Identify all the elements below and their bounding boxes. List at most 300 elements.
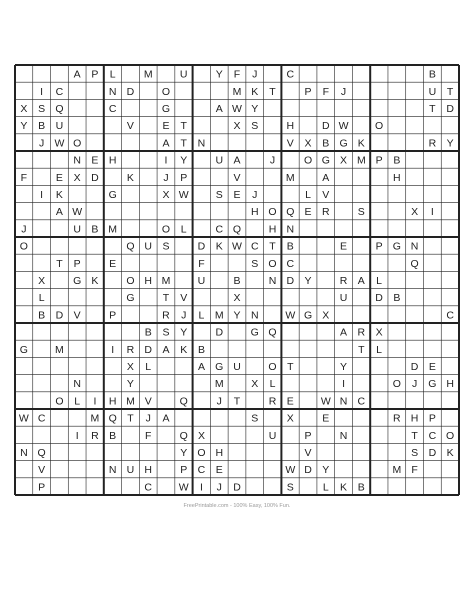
grid-cell[interactable] [217, 395, 222, 407]
grid-cell[interactable] [251, 103, 258, 115]
grid-cell[interactable] [446, 309, 454, 321]
grid-cell[interactable] [305, 206, 312, 218]
grid-cell[interactable] [145, 430, 151, 442]
cell-letter: I [40, 85, 44, 98]
grid-cell[interactable] [251, 206, 259, 218]
grid-cell[interactable] [144, 69, 153, 81]
grid-cell[interactable] [286, 223, 294, 235]
grid-cell[interactable] [198, 430, 205, 442]
grid-cell[interactable] [54, 137, 64, 149]
cell-letter: H [144, 275, 152, 287]
grid-cell[interactable] [40, 189, 43, 201]
grid-cell[interactable] [91, 275, 98, 287]
grid-cell[interactable] [287, 481, 294, 493]
grid-cell[interactable] [179, 189, 189, 201]
grid-cell[interactable] [72, 206, 82, 218]
grid-cell[interactable] [38, 103, 45, 115]
grid-cell[interactable] [20, 447, 28, 459]
grid-cell[interactable] [268, 361, 276, 373]
grid-cell[interactable] [304, 155, 312, 167]
grid-cell[interactable] [304, 464, 312, 476]
grid-cell[interactable] [412, 378, 417, 390]
grid-cell[interactable] [216, 103, 223, 115]
grid-cell[interactable] [56, 258, 63, 270]
grid-cell[interactable] [233, 361, 241, 373]
grid-cell[interactable] [217, 481, 222, 493]
grid-cell[interactable] [429, 413, 436, 425]
grid-cell[interactable] [411, 258, 419, 270]
grid-cell[interactable] [429, 447, 437, 459]
grid-cell[interactable] [127, 361, 134, 373]
grid-cell[interactable] [286, 120, 294, 132]
grid-cell[interactable] [393, 172, 401, 184]
grid-cell[interactable] [127, 172, 134, 184]
cell-letter: A [162, 412, 170, 425]
grid-cell[interactable] [198, 361, 205, 373]
grid-cell[interactable] [180, 464, 187, 476]
grid-cell[interactable] [38, 481, 45, 493]
grid-cell[interactable] [269, 395, 277, 407]
grid-cell[interactable] [269, 275, 277, 287]
grid-cell[interactable] [39, 292, 45, 304]
grid-cell[interactable] [447, 447, 454, 459]
grid-cell[interactable] [127, 120, 134, 132]
grid-cell[interactable] [340, 241, 347, 253]
grid-cell[interactable] [233, 309, 240, 321]
grid-cell[interactable] [91, 413, 100, 425]
cell-letter: P [375, 240, 383, 253]
grid-cell[interactable] [411, 464, 417, 476]
cell-letter: T [127, 412, 134, 425]
grid-cell[interactable] [20, 120, 27, 132]
grid-cell[interactable] [73, 275, 81, 287]
grid-cell[interactable] [446, 378, 454, 390]
grid-cell[interactable] [163, 172, 168, 184]
grid-cell[interactable] [21, 223, 26, 235]
grid-cell[interactable] [144, 344, 152, 356]
grid-cell[interactable] [322, 189, 329, 201]
grid-cell[interactable] [163, 292, 170, 304]
grid-cell[interactable] [74, 309, 81, 321]
grid-cell[interactable] [180, 327, 187, 339]
grid-cell[interactable] [198, 344, 205, 356]
grid-cell[interactable] [411, 361, 419, 373]
grid-cell[interactable] [74, 172, 81, 184]
grid-cell[interactable] [162, 189, 169, 201]
grid-cell[interactable] [446, 430, 454, 442]
cell-letter: K [180, 343, 188, 356]
cell-letter: P [304, 85, 312, 98]
grid-cell[interactable] [393, 155, 400, 167]
grid-cell[interactable] [341, 86, 346, 98]
grid-cell[interactable] [268, 206, 276, 218]
grid-cell[interactable] [74, 395, 80, 407]
grid-cell[interactable] [429, 69, 436, 81]
grid-cell[interactable] [111, 344, 114, 356]
grid-cell[interactable] [91, 69, 98, 81]
grid-cell[interactable] [38, 464, 45, 476]
grid-cell[interactable] [358, 395, 366, 407]
grid-cell[interactable] [340, 430, 348, 442]
grid-cell[interactable] [162, 275, 171, 287]
grid-cell[interactable] [127, 378, 134, 390]
grid-cell[interactable] [305, 275, 312, 287]
grid-cell[interactable] [109, 103, 117, 115]
grid-cell[interactable] [269, 241, 276, 253]
grid-cell[interactable] [339, 137, 347, 149]
grid-cell[interactable] [56, 172, 63, 184]
grid-cell[interactable] [428, 378, 436, 390]
grid-cell[interactable] [431, 206, 434, 218]
grid-cell[interactable] [91, 223, 98, 235]
grid-cell[interactable] [287, 395, 294, 407]
grid-cell[interactable] [233, 292, 240, 304]
grid-cell[interactable] [55, 344, 64, 356]
grid-cell[interactable] [251, 258, 258, 270]
grid-cell[interactable] [429, 361, 436, 373]
grid-cell[interactable] [305, 189, 311, 201]
grid-cell[interactable] [146, 413, 151, 425]
grid-cell[interactable] [126, 395, 135, 407]
grid-cell[interactable] [233, 189, 240, 201]
grid-cell[interactable] [109, 395, 117, 407]
grid-cell[interactable] [162, 86, 170, 98]
grid-cell[interactable] [20, 344, 28, 356]
grid-cell[interactable] [181, 137, 188, 149]
cell-letter: B [197, 343, 205, 356]
grid-cell[interactable] [339, 120, 349, 132]
grid-cell[interactable] [216, 464, 223, 476]
grid-cell[interactable] [358, 481, 365, 493]
grid-cell[interactable] [268, 327, 276, 339]
grid-cell[interactable] [162, 137, 169, 149]
cell-letter: F [233, 68, 241, 81]
grid-cell[interactable] [198, 464, 206, 476]
grid-cell[interactable] [180, 69, 188, 81]
grid-cell[interactable] [286, 275, 294, 287]
grid-cell[interactable] [216, 189, 223, 201]
grid-cell[interactable] [109, 258, 116, 270]
grid-cell[interactable] [411, 241, 419, 253]
grid-cell[interactable] [393, 241, 401, 253]
grid-cell[interactable] [233, 481, 241, 493]
grid-cell[interactable] [56, 206, 63, 218]
grid-cell[interactable] [322, 172, 329, 184]
grid-cell[interactable] [358, 344, 365, 356]
grid-cell[interactable] [287, 413, 294, 425]
grid-cell[interactable] [162, 103, 170, 115]
grid-cell[interactable] [322, 413, 329, 425]
grid-cell[interactable] [215, 155, 223, 167]
cell-letter: G [19, 343, 28, 356]
grid-cell[interactable] [232, 241, 242, 253]
grid-cell[interactable] [38, 309, 45, 321]
grid-cell[interactable] [198, 137, 206, 149]
grid-cell[interactable] [40, 86, 43, 98]
grid-cell[interactable] [305, 137, 312, 149]
grid-cell[interactable] [376, 275, 382, 287]
grid-cell[interactable] [392, 464, 401, 476]
grid-cell[interactable] [429, 137, 437, 149]
grid-cell[interactable] [74, 258, 81, 270]
grid-cell[interactable] [340, 361, 347, 373]
cell-letter: E [109, 257, 117, 270]
grid-cell[interactable] [304, 309, 312, 321]
grid-cell[interactable] [91, 172, 99, 184]
grid-cell[interactable] [162, 327, 169, 339]
grid-cell[interactable] [321, 395, 331, 407]
grid-cell[interactable] [233, 223, 241, 235]
grid-cell[interactable] [109, 86, 117, 98]
grid-cell[interactable] [251, 241, 259, 253]
grid-cell[interactable] [198, 275, 206, 287]
grid-cell[interactable] [215, 309, 224, 321]
grid-cell[interactable] [198, 258, 204, 270]
grid-cell[interactable] [340, 275, 348, 287]
grid-cell[interactable] [109, 430, 116, 442]
grid-cell[interactable] [269, 430, 277, 442]
grid-cell[interactable] [20, 241, 28, 253]
cell-letter: B [38, 309, 46, 322]
grid-cell[interactable] [305, 447, 312, 459]
grid-cell[interactable] [55, 103, 63, 115]
grid-cell[interactable] [446, 103, 454, 115]
cell-letter: U [73, 223, 81, 236]
grid-cell[interactable] [215, 447, 223, 459]
grid-cell[interactable] [127, 86, 135, 98]
grid-cell[interactable] [38, 275, 45, 287]
grid-cell[interactable] [323, 86, 329, 98]
grid-cell[interactable] [181, 223, 187, 235]
grid-cell[interactable] [358, 137, 365, 149]
grid-cell[interactable] [322, 155, 330, 167]
grid-cell[interactable] [109, 189, 117, 201]
grid-cell[interactable] [393, 378, 401, 390]
grid-cell[interactable] [73, 155, 81, 167]
grid-cell[interactable] [39, 137, 44, 149]
grid-cell[interactable] [234, 69, 240, 81]
grid-cell[interactable] [127, 413, 134, 425]
grid-cell[interactable] [76, 430, 79, 442]
grid-cell[interactable] [216, 69, 223, 81]
grid-cell[interactable] [145, 361, 151, 373]
grid-cell[interactable] [411, 447, 418, 459]
grid-cell[interactable] [251, 327, 259, 339]
grid-cell[interactable] [73, 378, 81, 390]
grid-cell[interactable] [393, 413, 401, 425]
grid-cell[interactable] [252, 189, 257, 201]
grid-cell[interactable] [109, 309, 116, 321]
grid-cell[interactable] [376, 327, 383, 339]
grid-cell[interactable] [287, 361, 294, 373]
grid-cell[interactable] [285, 464, 295, 476]
grid-cell[interactable] [110, 69, 116, 81]
grid-cell[interactable] [215, 378, 224, 390]
grid-cell[interactable] [286, 206, 294, 218]
grid-cell[interactable] [215, 361, 223, 373]
grid-cell[interactable] [376, 155, 383, 167]
grid-cell[interactable] [233, 155, 240, 167]
grid-cell[interactable] [305, 86, 312, 98]
grid-cell[interactable] [376, 241, 383, 253]
grid-cell[interactable] [375, 120, 383, 132]
grid-cell[interactable] [215, 223, 223, 235]
grid-cell[interactable] [180, 344, 187, 356]
grid-cell[interactable] [144, 241, 152, 253]
grid-cell[interactable] [109, 155, 117, 167]
grid-cell[interactable] [233, 86, 242, 98]
grid-cell[interactable] [126, 241, 134, 253]
grid-cell[interactable] [429, 86, 437, 98]
grid-cell[interactable] [162, 223, 170, 235]
grid-cell[interactable] [56, 189, 63, 201]
grid-cell[interactable] [56, 309, 64, 321]
grid-cell[interactable] [20, 103, 27, 115]
grid-cell[interactable] [38, 447, 46, 459]
grid-cell[interactable] [216, 241, 223, 253]
cell-letter: A [162, 137, 170, 150]
grid-cell[interactable] [251, 378, 258, 390]
grid-cell[interactable] [56, 86, 64, 98]
cell-letter: E [162, 120, 170, 133]
grid-cell[interactable] [127, 344, 135, 356]
grid-cell[interactable] [358, 327, 366, 339]
grid-cell[interactable] [358, 206, 365, 218]
grid-cell[interactable] [180, 155, 187, 167]
grid-cell[interactable] [233, 172, 240, 184]
grid-cell[interactable] [447, 137, 454, 149]
grid-cell[interactable] [73, 137, 81, 149]
grid-cell[interactable] [342, 378, 345, 390]
grid-cell[interactable] [340, 292, 348, 304]
grid-cell[interactable] [109, 464, 117, 476]
grid-cell[interactable] [340, 481, 347, 493]
grid-cell[interactable] [234, 395, 241, 407]
grid-cell[interactable] [305, 430, 312, 442]
grid-cell[interactable] [287, 137, 294, 149]
grid-cell[interactable] [251, 86, 258, 98]
grid-cell[interactable] [411, 206, 418, 218]
cell-letter: N [286, 223, 295, 236]
grid-cell[interactable] [144, 464, 152, 476]
grid-cell[interactable] [357, 155, 366, 167]
grid-cell[interactable] [393, 292, 400, 304]
grid-cell[interactable] [251, 309, 259, 321]
grid-cell[interactable] [322, 309, 329, 321]
grid-cell[interactable] [411, 430, 418, 442]
grid-cell[interactable] [126, 275, 134, 287]
grid-cell[interactable] [358, 275, 365, 287]
grid-cell[interactable] [322, 464, 329, 476]
grid-cell[interactable] [145, 395, 152, 407]
grid-cell[interactable] [197, 447, 205, 459]
grid-cell[interactable] [322, 137, 329, 149]
grid-cell[interactable] [91, 430, 99, 442]
grid-cell[interactable] [447, 86, 454, 98]
grid-cell[interactable] [181, 120, 188, 132]
grid-cell[interactable] [74, 69, 81, 81]
grid-cell[interactable] [180, 447, 187, 459]
grid-cell[interactable] [127, 464, 135, 476]
grid-cell[interactable] [251, 413, 258, 425]
grid-cell[interactable] [180, 395, 188, 407]
grid-cell[interactable] [270, 378, 276, 390]
grid-cell[interactable] [144, 481, 152, 493]
grid-cell[interactable] [38, 120, 45, 132]
grid-cell[interactable] [162, 241, 169, 253]
grid-cell[interactable] [269, 86, 276, 98]
grid-cell[interactable] [429, 103, 436, 115]
grid-cell[interactable] [162, 120, 169, 132]
grid-cell[interactable] [199, 309, 205, 321]
grid-cell[interactable] [233, 275, 240, 287]
grid-cell[interactable] [126, 292, 134, 304]
grid-cell[interactable] [322, 120, 330, 132]
grid-cell[interactable] [91, 155, 98, 167]
grid-cell[interactable] [252, 69, 257, 81]
grid-cell[interactable] [21, 172, 27, 184]
grid-cell[interactable] [198, 241, 206, 253]
grid-cell[interactable] [180, 172, 187, 184]
grid-cell[interactable] [180, 292, 187, 304]
grid-cell[interactable] [269, 223, 277, 235]
grid-cell[interactable] [322, 206, 330, 218]
grid-cell[interactable] [340, 395, 348, 407]
grid-cell[interactable] [232, 103, 242, 115]
grid-cell[interactable] [162, 344, 169, 356]
grid-cell[interactable] [145, 327, 152, 339]
grid-cell[interactable] [233, 120, 240, 132]
grid-cell[interactable] [340, 155, 347, 167]
grid-cell[interactable] [286, 69, 294, 81]
grid-cell[interactable] [162, 309, 170, 321]
grid-cell[interactable] [411, 413, 419, 425]
grid-cell[interactable] [340, 327, 347, 339]
grid-cell[interactable] [429, 430, 437, 442]
grid-cell[interactable] [323, 481, 329, 493]
grid-cell[interactable] [180, 430, 188, 442]
cell-letter: M [214, 378, 224, 391]
grid-cell[interactable] [93, 395, 96, 407]
grid-cell[interactable] [144, 275, 152, 287]
grid-cell[interactable] [162, 413, 169, 425]
grid-cell[interactable] [268, 258, 276, 270]
grid-cell[interactable] [38, 413, 46, 425]
grid-cell[interactable] [200, 481, 203, 493]
grid-cell[interactable] [109, 413, 117, 425]
grid-cell[interactable] [181, 309, 186, 321]
grid-cell[interactable] [179, 481, 189, 493]
grid-cell[interactable] [108, 223, 117, 235]
grid-cell[interactable] [164, 155, 167, 167]
grid-cell[interactable] [55, 395, 63, 407]
grid-cell[interactable] [270, 155, 275, 167]
grid-cell[interactable] [285, 309, 295, 321]
grid-cell[interactable] [19, 413, 29, 425]
grid-cell[interactable] [376, 344, 382, 356]
grid-cell[interactable] [56, 120, 64, 132]
grid-cell[interactable] [215, 327, 223, 339]
cell-letter: L [145, 361, 152, 373]
grid-cell[interactable] [287, 241, 294, 253]
grid-cell[interactable] [251, 120, 258, 132]
cell-letter: U [268, 429, 277, 442]
grid-cell[interactable] [73, 223, 81, 235]
grid-cell[interactable] [286, 172, 295, 184]
cell-letter: N [339, 395, 348, 408]
grid-cell[interactable] [286, 258, 294, 270]
grid-cell[interactable] [375, 292, 383, 304]
